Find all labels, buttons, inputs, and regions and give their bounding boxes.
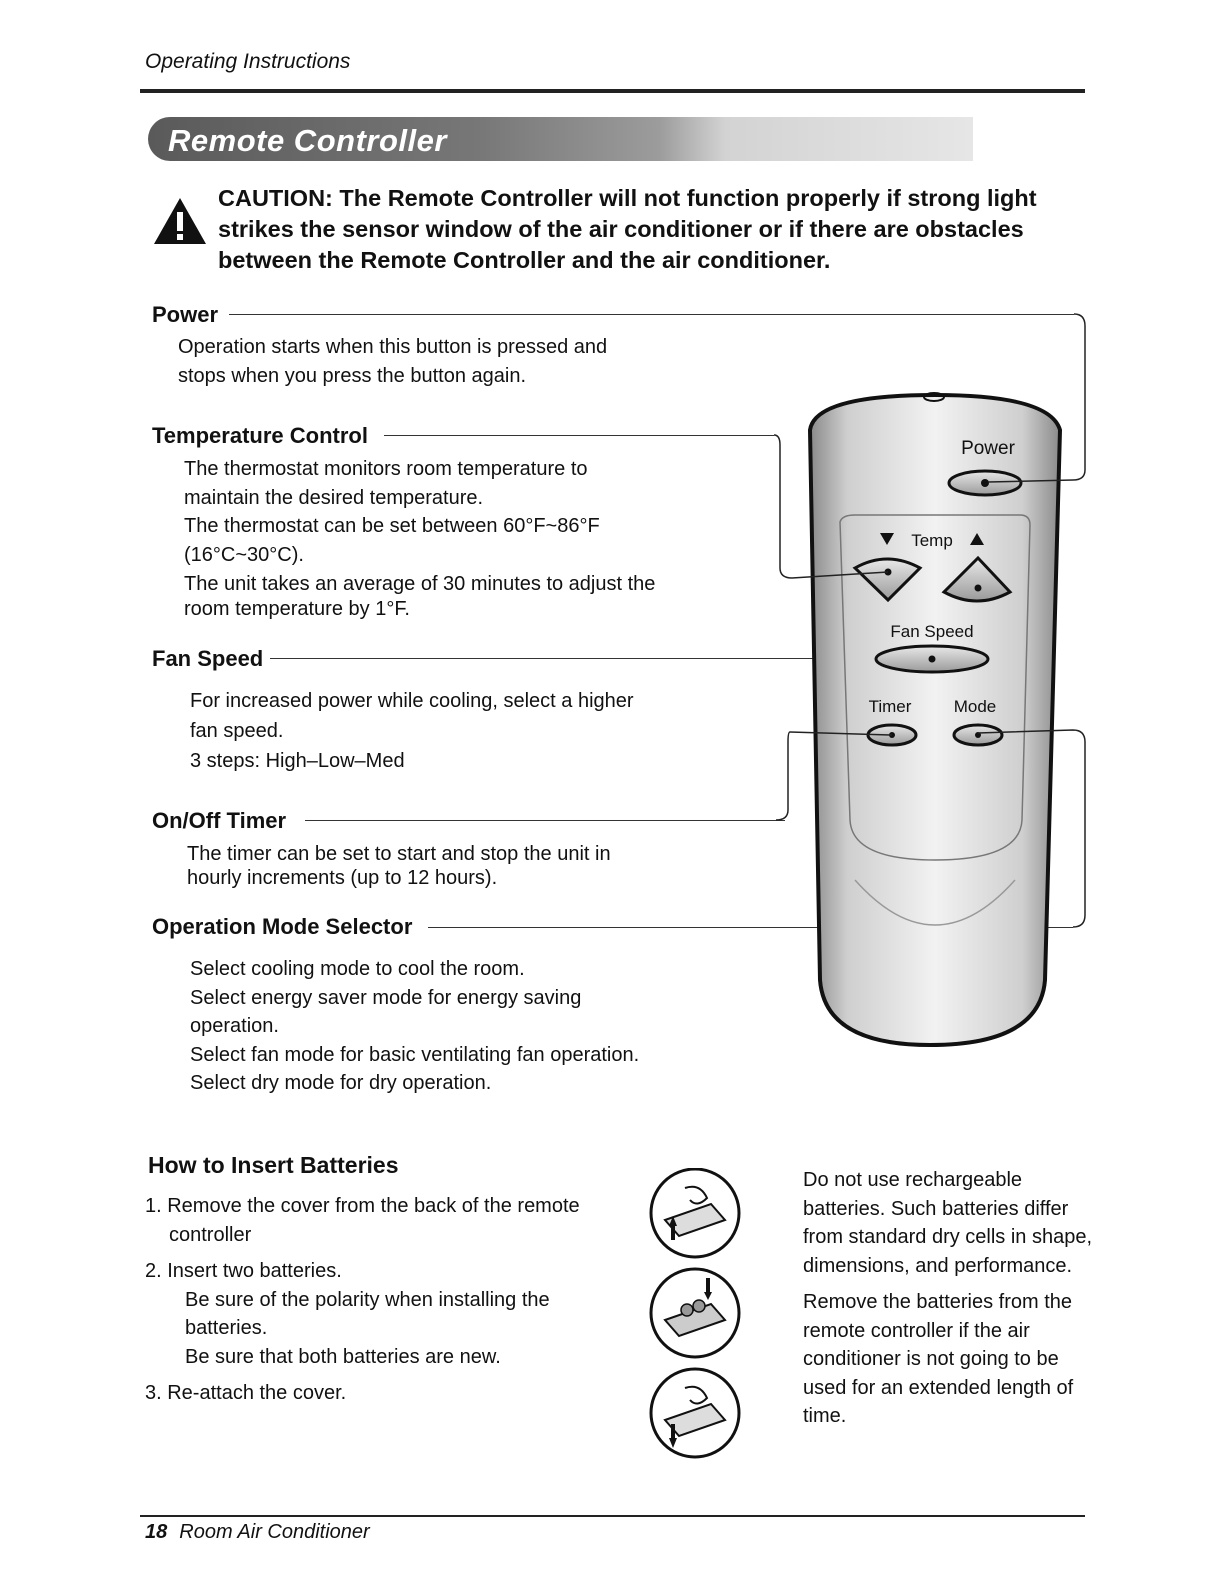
page-number: 18 [145, 1521, 168, 1543]
attach-cover-icon [651, 1369, 739, 1457]
footer-divider [140, 1515, 1085, 1517]
page-header: Operating Instructions [145, 50, 351, 73]
timer-description: The timer can be set to start and stop the unit in hourly increments (up to 12 hours). [187, 843, 611, 889]
temperature-description: The thermostat monitors room temperature to maintain the desired temperature. The thermostat can be set between 60°F~86°F (16°C~30°C). The unit takes an average of 30 minutes to adjust the room temperature by 1°F. [184, 458, 656, 620]
mode-heading: Operation Mode Selector [152, 914, 413, 939]
timer-connector-line [776, 732, 790, 820]
timer-heading: On/Off Timer [152, 808, 287, 833]
insert-batteries-icon [651, 1269, 739, 1357]
timer-leader-line [305, 820, 785, 821]
page-footer [145, 1521, 370, 1544]
remote-body [810, 395, 1060, 1045]
temperature-heading: Temperature Control [152, 423, 368, 448]
section-title: Remote Controller [168, 123, 447, 158]
remove-cover-icon [651, 1169, 739, 1257]
remote-temp-label: Temp [911, 531, 953, 550]
caution-text: CAUTION: The Remote Controller will not function properly if strong light strikes the sensor window of the air conditioner or if there are obstacles between the Remote Controller and the air conditioner. [218, 185, 1037, 273]
battery-note-2: Remove the batteries from the remote controller if the air conditioner is not going to be used for an extended length of time. [803, 1291, 1074, 1427]
fan-speed-heading: Fan Speed [152, 646, 264, 671]
batteries-steps: 1. Remove the cover from the back of the remote controller 2. Insert two batteries. Be sure of the polarity when installing the batteries. Be sure that both batteries are new. 3. Re-attach the cover. [145, 1192, 635, 1416]
batteries-heading: How to Insert Batteries [148, 1152, 399, 1178]
battery-step-3: 3. Re-attach the cover. [145, 1382, 347, 1404]
power-heading: Power [152, 302, 219, 327]
temperature-leader-line [384, 435, 774, 436]
footer-title: Room Air Conditioner [179, 1521, 370, 1543]
mode-description: Select cooling mode to cool the room. Select energy saver mode for energy saving operation. Select fan mode for basic ventilating fan operation. Select dry mode for dry operation. [190, 958, 640, 1094]
power-description: Operation starts when this button is pressed and stops when you press the button again. [178, 336, 608, 387]
remote-timer-label: Timer [868, 697, 912, 716]
battery-step-2: 2. Insert two batteries. [145, 1260, 342, 1282]
remote-mode-label: Mode [953, 697, 997, 716]
remote-fan-label: Fan Speed [890, 622, 974, 641]
battery-step-1: 1. Remove the cover from the back of the remote [145, 1195, 580, 1217]
remote-power-label: Power [961, 438, 1015, 459]
header-divider [140, 89, 1085, 93]
remote-controller-illustration [760, 300, 1100, 1060]
warning-icon [152, 196, 208, 246]
battery-notes [803, 1166, 1093, 1439]
fan-speed-description: For increased power while cooling, select a higher fan speed. 3 steps: High–Low–Med [190, 690, 634, 772]
battery-steps-illustration [645, 1168, 750, 1468]
battery-note-1: Do not use rechargeable batteries. Such batteries differ from standard dry cells in shape, dimensions, and performance. [803, 1169, 1093, 1277]
